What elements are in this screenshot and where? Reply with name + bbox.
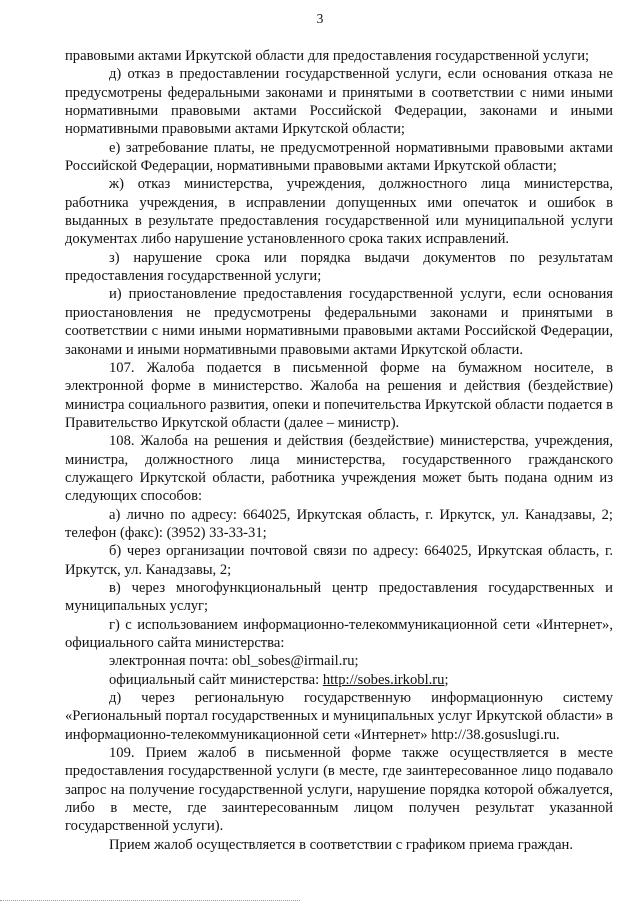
- paragraph: и) приостановление предоставления государственной услуги, если основания приостановления не предусмотрены федеральными законами и принятыми в соответствии с ними иными нормативными правовыми актами Российской Федерации, законами и иными нормативными правовыми актами Иркутской области.: [65, 286, 613, 358]
- paragraph: 107. Жалоба подается в письменной форме на бумажном носителе, в электронной форме в министерство. Жалоба на решения и действия (бездействие) министра социального развития, опеки и попечительства Иркутской области подается в Правительство Иркутской области (далее – министр).: [65, 359, 613, 431]
- paragraph: б) через организации почтовой связи по адресу: 664025, Иркутская область, г. Иркутск, ул. Канадзавы, 2;: [65, 543, 613, 578]
- paragraph: а) лично по адресу: 664025, Иркутская область, г. Иркутск, ул. Канадзавы, 2; телефон (факс): (3952) 33-33-31;: [65, 506, 613, 541]
- paragraph: ж) отказ министерства, учреждения, должностного лица министерства, работника учреждения, в исправлении допущенных ими опечаток и ошибок в выданных в результате предоставления государственной или муниципальной услуги документах либо нарушение установленного срока таких исправлений.: [65, 176, 613, 248]
- paragraph: правовыми актами Иркутской области для предоставления государственной услуги;: [65, 48, 590, 64]
- paragraph: д) через региональную государственную информационную систему «Региональный портал государственных и муниципальных услуг Иркутской области» в информационно-телекоммуникационной сети «Интернет» http://38.gosuslugi.ru.: [65, 690, 613, 743]
- email-line: электронная почта: obl_sobes@irmail.ru;: [109, 653, 359, 670]
- site-line: [65, 671, 613, 689]
- site-line-suffix: ;: [444, 671, 449, 688]
- paragraph: д) отказ в предоставлении государственной услуги, если основания отказа не предусмотрены федеральными законами и принятыми в соответствии с ними иными нормативными правовыми актами Российской Федерации, законами и иными нормативными правовыми актами Иркутской области;: [65, 66, 613, 138]
- paragraph: в) через многофункциональный центр предоставления государственных и муниципальных услуг;: [65, 579, 613, 615]
- ministry-site-link[interactable]: http://sobes.irkobl.ru: [322, 671, 445, 688]
- paragraph: 108. Жалоба на решения и действия (бездействие) министерства, учреждения, министра, должностного лица министерства, государственного гражданского служащего Иркутской области, работника учреждения может быть подана одним из следующих способов:: [65, 433, 613, 505]
- paragraph: з) нарушение срока или порядка выдачи документов по результатам предоставления государственной услуги;: [65, 249, 613, 285]
- site-line-label: официальный сайт министерства:: [109, 671, 323, 688]
- paragraph: Прием жалоб осуществляется в соответствии с графиком приема граждан.: [109, 836, 573, 853]
- document-body: [65, 47, 613, 854]
- paragraph: 109. Прием жалоб в письменной форме также осуществляется в месте предоставления государственной услуги (в месте, где заинтересованное лицо подавало запрос на получение государственной услуги, нарушение порядка которой обжалуется, либо в месте, где заинтересованным лицом получен результат указанной государственной услуги).: [65, 745, 613, 835]
- footer-rule: [0, 900, 300, 901]
- paragraph: е) затребование платы, не предусмотренной нормативными правовыми актами Российской Федерации, нормативными правовыми актами Иркутской области;: [65, 139, 613, 175]
- paragraph: г) с использованием информационно-телекоммуникационной сети «Интернет», официального сайта министерства:: [65, 616, 613, 651]
- page-number: 3: [316, 11, 324, 26]
